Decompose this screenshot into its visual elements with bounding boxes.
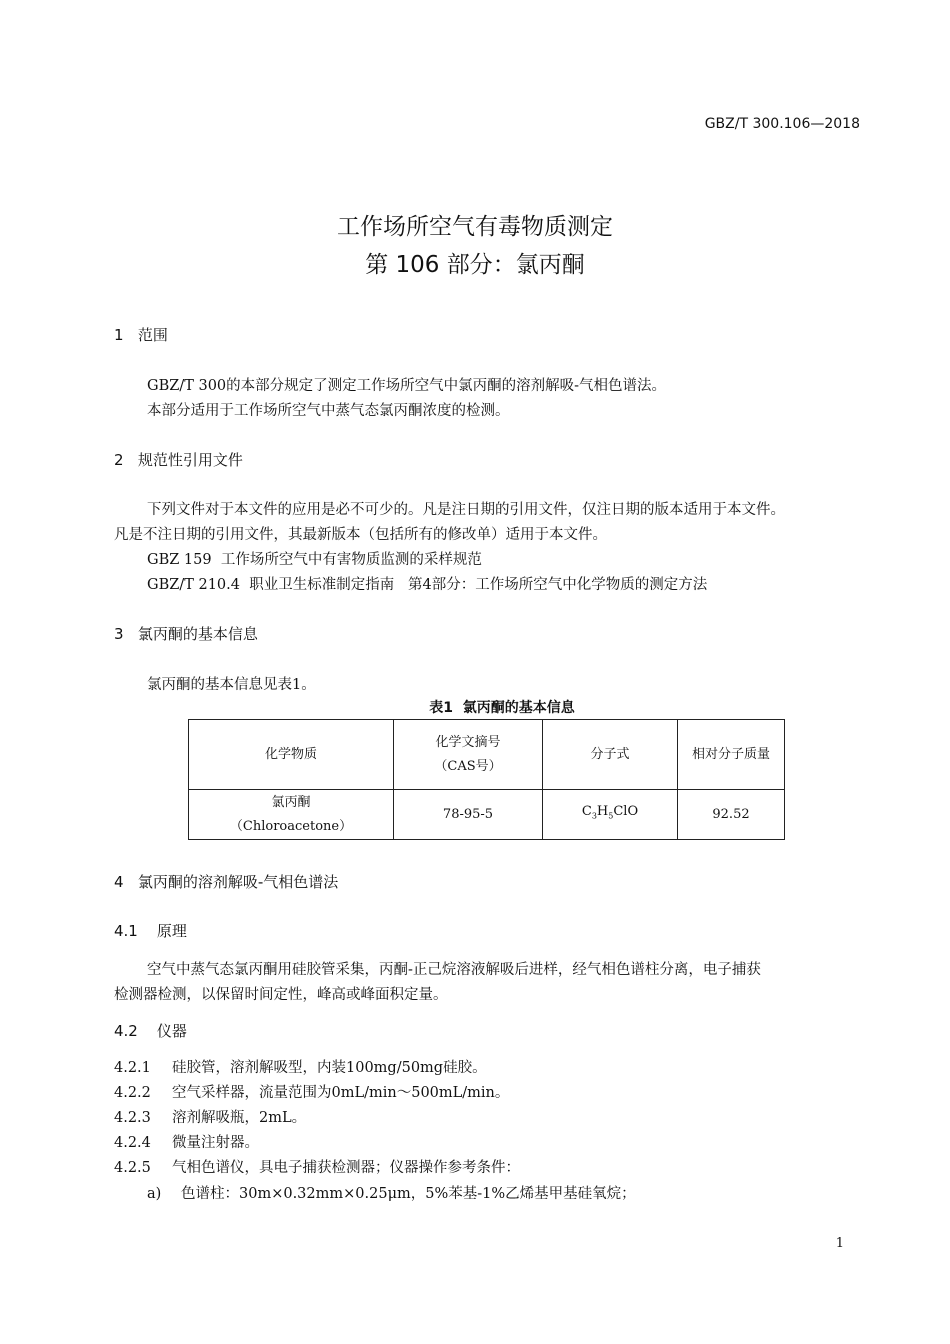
list-item: 4.2.2 空气采样器，流量范围为0mL/min～500mL/min。 (114, 1085, 510, 1101)
section-1-paragraph-1: GBZ/T 300的本部分规定了测定工作场所空气中氯丙酮的溶剂解吸-气相色谱法。 (147, 378, 667, 394)
table-row (189, 790, 785, 840)
cell-formula: $C_3H_5ClO$ (543, 790, 678, 840)
header-molecular-mass: 相对分子质量 (678, 720, 785, 790)
header-cas: 化学文摘号 （CAS号） (394, 720, 543, 790)
section-4-1-paragraph-line-2: 检测器检测，以保留时间定性，峰高或峰面积定量。 (114, 987, 448, 1003)
table-caption: 表1 氯丙酮的基本信息 (429, 700, 575, 716)
section-4-2-heading: 4.2 仪器 (114, 1022, 187, 1040)
table-header-row (189, 720, 785, 790)
section-2-heading: 2 规范性引用文件 (114, 451, 243, 469)
section-4-1-heading: 4.1 原理 (114, 922, 187, 940)
title-line-1: 工作场所空气有毒物质测定 (337, 214, 613, 240)
section-1-heading: 1 范围 (114, 326, 168, 344)
list-item: 4.2.1 硅胶管，溶剂解吸型，内装100mg/50mg硅胶。 (114, 1060, 487, 1076)
header-formula: 分子式 (543, 720, 678, 790)
page-number: 1 (835, 1236, 844, 1251)
cell-cas-number: 78-95-5 (394, 790, 543, 840)
cell-chemical-name: 氯丙酮 （Chloroacetone） (189, 790, 394, 840)
basic-info-table (188, 719, 785, 840)
section-2-paragraph-line-1: 下列文件对于本文件的应用是必不可少的。凡是注日期的引用文件，仅注日期的版本适用于本文件。 (147, 502, 785, 518)
list-item: 4.2.3 溶剂解吸瓶，2mL。 (114, 1110, 307, 1126)
sub-item-a: a) 色谱柱：30m×0.32mm×0.25μm，5%苯基-1%乙烯基甲基硅氧烷； (147, 1186, 636, 1202)
section-4-heading: 4 氯丙酮的溶剂解吸-气相色谱法 (114, 873, 339, 891)
reference-gbz-159: GBZ 159 工作场所空气中有害物质监测的采样规范 (147, 552, 482, 568)
header-chemical: 化学物质 (189, 720, 394, 790)
section-3-heading: 3 氯丙酮的基本信息 (114, 625, 258, 643)
cell-molecular-mass: 92.52 (678, 790, 785, 840)
section-2-paragraph-line-2: 凡是不注日期的引用文件，其最新版本（包括所有的修改单）适用于本文件。 (114, 527, 607, 543)
title-line-2: 第 106 部分：氯丙酮 (365, 252, 585, 278)
document-code: GBZ/T 300.106—2018 (704, 116, 860, 132)
list-item: 4.2.5 气相色谱仪，具电子捕获检测器；仪器操作参考条件： (114, 1160, 520, 1176)
reference-gbzt-210-4: GBZ/T 210.4 职业卫生标准制定指南 第4部分：工作场所空气中化学物质的测定方法 (147, 577, 708, 593)
section-1-paragraph-2: 本部分适用于工作场所空气中蒸气态氯丙酮浓度的检测。 (147, 403, 510, 419)
section-4-1-paragraph-line-1: 空气中蒸气态氯丙酮用硅胶管采集，丙酮-正己烷溶液解吸后进样，经气相色谱柱分离，电子捕获 (147, 962, 761, 978)
list-item: 4.2.4 微量注射器。 (114, 1135, 259, 1151)
section-3-paragraph: 氯丙酮的基本信息见表1。 (147, 677, 316, 693)
